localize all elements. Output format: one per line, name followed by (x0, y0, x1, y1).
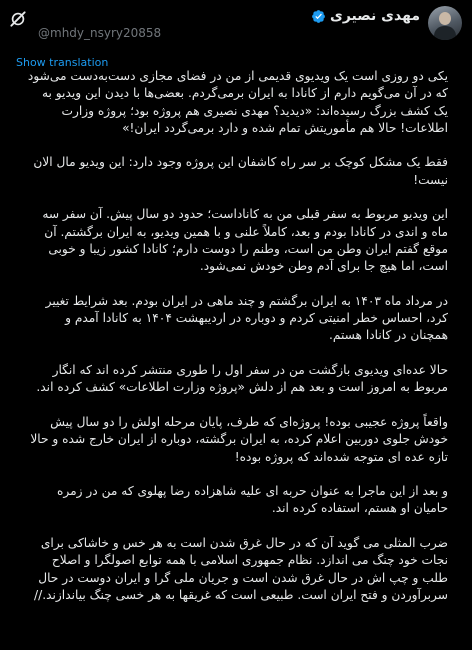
avatar-head (439, 12, 451, 25)
verified-badge-icon (311, 9, 326, 24)
user-handle[interactable]: @mhdy_nsyry20858 (38, 26, 162, 40)
post-paragraph: یکی دو روزی است یک ویدیوی قدیمی از من در فضای مجازی دست‌به‌دست می‌شود که در آن می‌گویم دارم از کانادا به ایران برمی‌گردم. بعضی‌ها با دیدن این ویدیو به یک کشف بزرگ رسیده‌اند: «دیدید؟ مهدی نصیری هم پروژه بود؛ پروژه وزارت اطلاعات! حالا هم مأموریتش تمام شده و دارد برمی‌گردد ایران!» (27, 69, 448, 135)
post-paragraph: در مرداد ماه ۱۴۰۳ به ایران برگشتم و چند ماهی در ایران بودم. بعد شرایط تغییر کرد، احساس خطر امنیتی کردم و دوباره در اردیبهشت ۱۴۰۴ به کانادا آمدم و همچنان در کانادا هستم. (45, 293, 448, 343)
grok-icon[interactable] (8, 9, 28, 29)
post-paragraph: این ویدیو مربوط به سفر قبلی من به کاناداست؛ حدود دو سال پیش. آن سفر سه ماه و اندی در کانادا بودم و بعد، کاملاً علنی و با همین ویدیو، به ایران برگشتم. آن موقع گفتم ایران وطن من است، وطنم را دوست دارم؛ کانادا کشور زیبا و خوبی است، اما هیچ جا برای آدم وطن خودش نمی‌شود. (42, 207, 448, 274)
name-row (311, 8, 420, 24)
post-paragraph: واقعاً پروژه عجیبی بوده! پروژه‌ای که طرف، پایان مرحله اولش را دو سال پیش خودش جلوی دوربین اعلام کرده، به ایران برگشته، دوباره از ایران خارج شده و حالا تازه عده ای متوجه شده‌اند که پروژه بوده! (30, 414, 448, 464)
avatar-body (434, 26, 456, 40)
show-translation-link[interactable]: Show translation (16, 56, 109, 69)
post-text (24, 68, 448, 622)
post-header (0, 0, 472, 50)
post-paragraph: حالا عده‌ای ویدیوی بازگشت من در سفر اول را طوری منتشر کرده اند که انگار مربوط به امروز است و بعد هم از دلش «پروژه وزارت اطلاعات» کشف کرده اند. (36, 363, 448, 395)
post-paragraph: و بعد از این ماجرا به عنوان حربه ای علیه شاهزاده رضا پهلوی که من در زمره حامیان او هستم، استفاده کرده اند. (57, 484, 448, 516)
post-paragraph: فقط یک مشکل کوچک بر سر راه کاشفان این پروژه وجود دارد: این ویدیو مال الان نیست! (33, 155, 448, 187)
display-name[interactable]: مهدی نصیری (329, 8, 420, 24)
post-paragraph: ضرب المثلی می گوید آن که در حال غرق شدن است به هر خس و خاشاکی برای نجات خود چنگ می اندازد. نظام جمهوری اسلامی با همه توابع اصولگرا و اصلاح طلب و چپ اش در حال غرق شدن است و جریان ملی گرا و ایران دوست در حال سربرآوردن و فتح ایران است. طبیعی است که غریقها به هر خسی چنگ بیاندازند.// (34, 536, 448, 602)
avatar[interactable] (428, 6, 462, 40)
